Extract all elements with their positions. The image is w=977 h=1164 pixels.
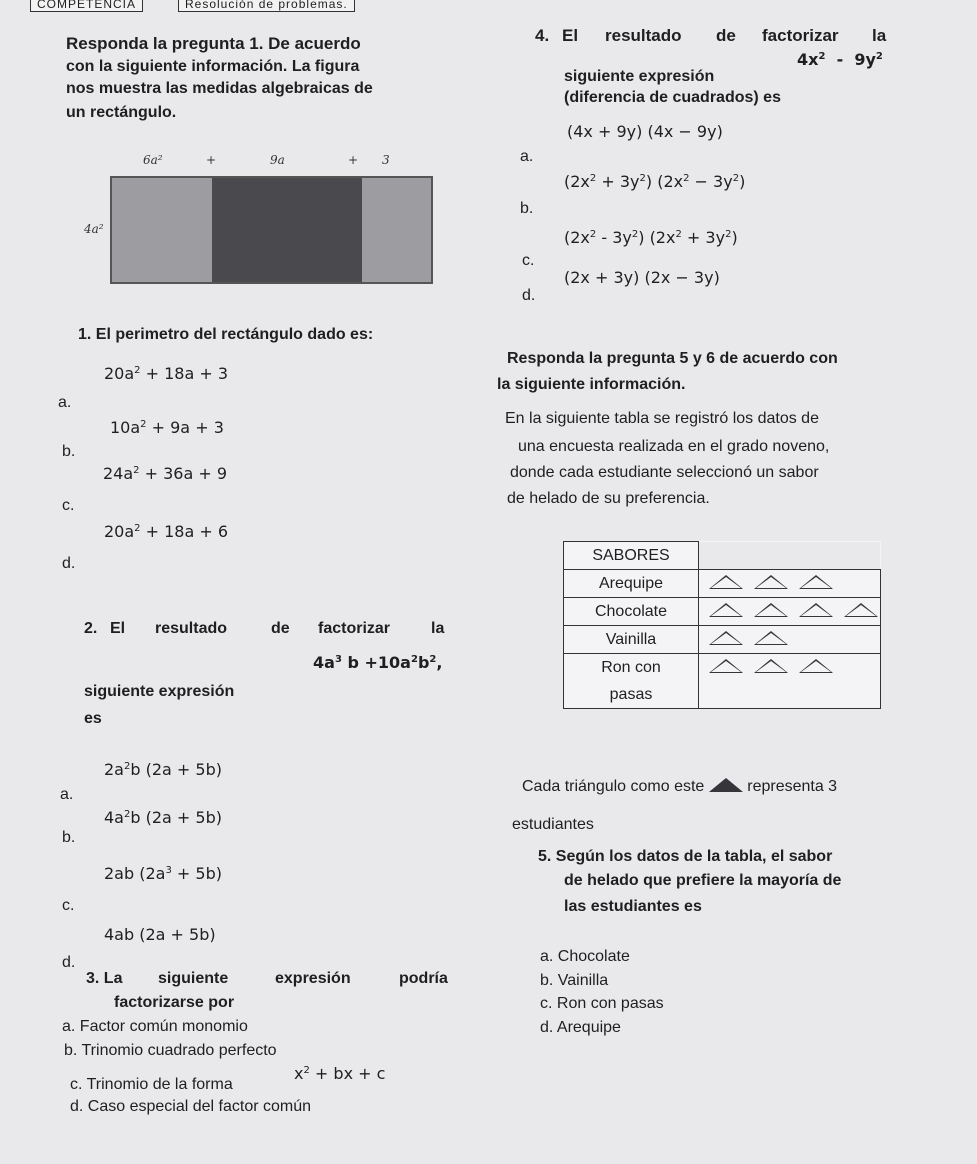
- q3-formula: $x^2$ + bx + c: [294, 1064, 386, 1083]
- row-pics-ron: [699, 654, 881, 682]
- q2-opt-d-expr: 4ab (2a + 5b): [104, 925, 216, 944]
- q2-lead-w1: El: [110, 620, 126, 637]
- q4-opt-b-expr: $(2x^2 + 3y^2) (2x^2 - 3y^2)$: [564, 172, 746, 191]
- triangle-icon: [709, 575, 743, 589]
- row-pics-arequipe: [699, 570, 881, 598]
- fig-label-3: 3: [382, 153, 390, 167]
- table-row: [564, 626, 881, 654]
- q3-opt-c: c. Trinomio de la forma: [70, 1076, 233, 1093]
- triangle-icon: [844, 603, 878, 617]
- q1-opt-b-expr: $10a^2 + 9a + 3$: [110, 418, 224, 437]
- q56-para-line2: una encuesta realizada en el grado noveno,: [518, 438, 830, 455]
- q5-opt-a: a. Chocolate: [540, 948, 630, 965]
- q4-opt-a-letter: a.: [520, 148, 534, 165]
- table-row: [564, 681, 881, 709]
- legend-line: [522, 778, 837, 796]
- q4-lead-w1: El: [562, 26, 579, 45]
- q3-lead-w1: 3. La: [86, 970, 123, 987]
- q2-opt-b-expr: $4a^2b$ (2a + 5b): [104, 808, 222, 827]
- triangle-icon: [709, 631, 743, 645]
- q4-opt-c-expr: $(2x^2 - 3y^2) (2x^2 + 3y^2)$: [564, 228, 738, 247]
- q4-opt-c-letter: c.: [522, 252, 535, 269]
- row-name-vainilla: Vainilla: [564, 626, 699, 654]
- q1-intro-line4: un rectángulo.: [66, 104, 177, 121]
- row-name-ron: Ron con: [564, 654, 699, 682]
- legend-line2: estudiantes: [512, 816, 594, 833]
- q2-lead-w4: factorizar: [318, 620, 391, 637]
- q1-opt-d-expr: $20a^2 + 18a + 6$: [104, 522, 229, 541]
- q4-lead-w3: de: [716, 26, 736, 45]
- triangle-icon: [799, 603, 833, 617]
- q4-expression: $4x^2 - 9y^2$: [797, 50, 883, 69]
- q1-intro-line1: Responda la pregunta 1. De acuerdo: [66, 34, 361, 53]
- q3-lead-w3: expresión: [275, 970, 351, 987]
- q3-lead-w4: podría: [399, 970, 448, 987]
- q2-opt-d-letter: d.: [62, 954, 76, 971]
- row-name-arequipe: Arequipe: [564, 570, 699, 598]
- q4-line3: (diferencia de cuadrados) es: [564, 89, 781, 106]
- table-header-blank: [699, 542, 881, 570]
- q1-opt-c-letter: c.: [62, 497, 75, 514]
- q5-opt-c: c. Ron con pasas: [540, 995, 664, 1012]
- q1-intro-line2: con la siguiente información. La figura: [66, 58, 360, 75]
- q2-opt-c-letter: c.: [62, 897, 75, 914]
- q3-lead-w2: siguiente: [158, 970, 229, 987]
- q4-opt-a-expr: (4x + 9y) (4x − 9y): [567, 122, 723, 141]
- q2-opt-a-expr: $2a^2b$ (2a + 5b): [104, 760, 222, 779]
- fig-label-6a2: 6a²: [143, 153, 163, 167]
- table-header: SABORES: [564, 542, 699, 570]
- q5-line1: 5. Según los datos de la tabla, el sabor: [538, 848, 833, 865]
- triangle-icon: [754, 575, 788, 589]
- triangle-icon: [709, 778, 743, 792]
- q4-lead-w4: factorizar: [762, 26, 839, 45]
- q56-intro-line1: Responda la pregunta 5 y 6 de acuerdo con: [507, 350, 838, 367]
- q2-mid-line1: siguiente expresión: [84, 683, 235, 700]
- q3-opt-a: a. Factor común monomio: [62, 1018, 248, 1035]
- q1-opt-a-letter: a.: [58, 394, 72, 411]
- q4-opt-d-letter: d.: [522, 287, 536, 304]
- q1-opt-b-letter: b.: [62, 443, 76, 460]
- fig-label-4a2: 4a²: [84, 222, 104, 236]
- resolucion-label: Resolución de problemas.: [178, 0, 355, 12]
- q3-opt-b: b. Trinomio cuadrado perfecto: [64, 1042, 277, 1059]
- q4-line2: siguiente expresión: [564, 68, 715, 85]
- q2-opt-c-expr: 2ab $(2a^3 + 5b)$: [104, 864, 222, 883]
- q56-para-line3: donde cada estudiante seleccionó un sabor: [510, 464, 819, 481]
- q4-lead-w5: la: [872, 26, 887, 45]
- competencia-label: COMPETENCIA: [30, 0, 143, 12]
- q1-opt-d-letter: d.: [62, 555, 76, 572]
- fig-label-plus1: +: [206, 153, 217, 167]
- rectangle-middle-section: [212, 178, 362, 282]
- q5-line2: de helado que prefiere la mayoría de: [564, 872, 842, 889]
- triangle-icon: [709, 659, 743, 673]
- q4-opt-b-letter: b.: [520, 200, 534, 217]
- q2-opt-b-letter: b.: [62, 829, 76, 846]
- sabores-table: [563, 541, 881, 709]
- q1-intro-line3: nos muestra las medidas algebraicas de: [66, 80, 373, 97]
- row-name-pasas: pasas: [564, 681, 699, 709]
- q4-lead-num: 4.: [535, 26, 550, 45]
- table-header-row: [564, 542, 881, 570]
- q56-intro-line2: la siguiente información.: [497, 376, 686, 393]
- q1-question: 1. El perimetro del rectángulo dado es:: [78, 326, 374, 343]
- q2-mid-line2: es: [84, 710, 102, 727]
- fig-label-9a: 9a: [270, 153, 285, 167]
- triangle-icon: [754, 603, 788, 617]
- triangle-icon: [799, 575, 833, 589]
- triangle-icon: [754, 631, 788, 645]
- triangle-icon: [799, 659, 833, 673]
- q4-opt-d-expr: (2x + 3y) (2x − 3y): [564, 268, 720, 287]
- triangle-icon: [754, 659, 788, 673]
- q2-lead-num: 2.: [84, 620, 98, 637]
- q5-line3: las estudiantes es: [564, 898, 702, 915]
- table-row: [564, 654, 881, 682]
- table-row: [564, 598, 881, 626]
- rectangle-shape: [110, 176, 433, 284]
- q1-opt-c-expr: $24a^2 + 36a + 9$: [103, 464, 228, 483]
- q3-opt-d: d. Caso especial del factor común: [70, 1098, 312, 1115]
- row-pics-vainilla: [699, 626, 881, 654]
- fig-label-plus2: +: [348, 153, 359, 167]
- q2-lead-w3: de: [271, 620, 290, 637]
- row-pics-pasas: [699, 681, 881, 709]
- triangle-icon: [709, 603, 743, 617]
- table-row: [564, 570, 881, 598]
- q2-expression: $4a^3$ $b +10a^2b^2$,: [313, 653, 443, 672]
- q56-para-line4: de helado de su preferencia.: [507, 490, 710, 507]
- q3-line2: factorizarse por: [114, 994, 235, 1011]
- q5-opt-b: b. Vainilla: [540, 972, 609, 989]
- row-name-chocolate: Chocolate: [564, 598, 699, 626]
- q2-lead-w2: resultado: [155, 620, 228, 637]
- q2-lead-w5: la: [431, 620, 445, 637]
- q1-opt-a-expr: $20a^2 + 18a + 3$: [104, 364, 229, 383]
- row-pics-chocolate: [699, 598, 881, 626]
- legend-post: representa 3: [747, 778, 838, 795]
- q4-lead-w2: resultado: [605, 26, 682, 45]
- q56-para-line1: En la siguiente tabla se registró los datos de: [505, 410, 819, 427]
- q2-opt-a-letter: a.: [60, 786, 74, 803]
- legend-pre: Cada triángulo como este: [522, 778, 705, 795]
- q5-opt-d: d. Arequipe: [540, 1019, 621, 1036]
